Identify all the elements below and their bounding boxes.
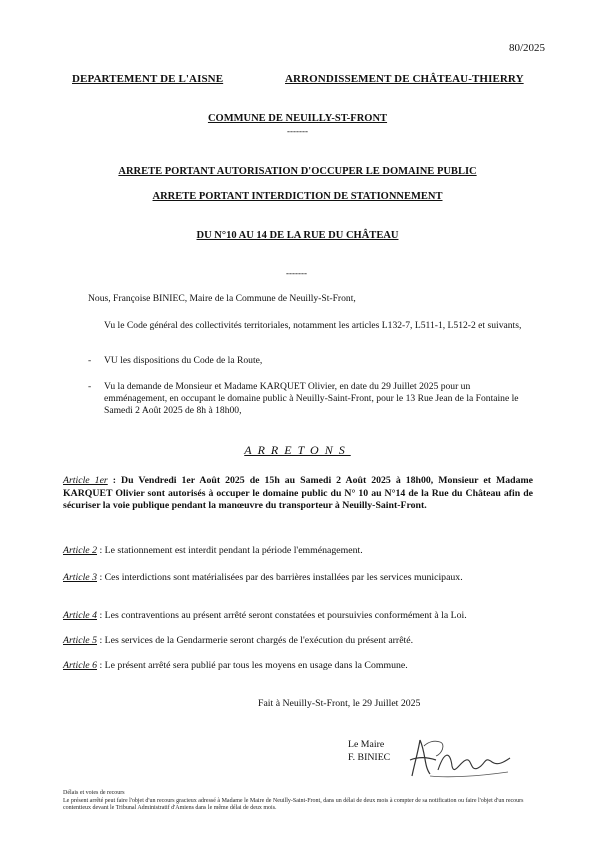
article-3 <box>63 572 533 585</box>
article-text: Ces interdictions sont matérialisées par des barrières installées par les services municipaux. <box>104 572 463 583</box>
article-text: Le stationnement est interdit pendant la période l'emménagement. <box>104 545 363 556</box>
preamble-vu-demande: Vu la demande de Monsieur et Madame KARQUET Olivier, en date du 29 Juillet 2025 pour un emménagement, en occupant le domaine public à Neuilly-Saint-Front, pour le 13 Rue Jean de la Fontaine le Samedi 2 Août 2025 de 8h à 18h00, <box>104 381 519 416</box>
title-separator: ------- <box>286 268 307 278</box>
place-date: Fait à Neuilly-St-Front, le 29 Juillet 2025 <box>258 698 421 709</box>
title-autorisation: ARRETE PORTANT AUTORISATION D'OCCUPER LE DOMAINE PUBLIC <box>118 166 477 177</box>
signatory-role: Le Maire <box>348 739 385 750</box>
footer-text: Le présent arrêté peut faire l'objet d'un recours gracieux adressé à Madame le Maire de Neuilly-Saint-Front, dans un délai de deux mois à compter de sa notification ou faire l'objet d'un recours contentieux devant le Tribunal Administratif d'Amiens dans le même délai de deux mois. <box>63 797 524 811</box>
commune-heading: COMMUNE DE NEUILLY-ST-FRONT <box>207 113 388 124</box>
preamble-intro: Nous, Françoise BINIEC, Maire de la Commune de Neuilly-St-Front, <box>88 293 356 304</box>
article-text: Les services de la Gendarmerie seront chargés de l'exécution du présent arrêté. <box>104 635 414 646</box>
footer-title: Délais et voies de recours <box>63 790 125 796</box>
article-separator: : <box>97 610 105 621</box>
article-label: Article 6 <box>63 660 98 671</box>
bullet-dash: - <box>88 381 92 392</box>
header-separator: ------- <box>287 126 308 136</box>
article-label: Article 5 <box>63 635 98 646</box>
article-label: Article 3 <box>63 572 98 583</box>
article-separator: : <box>97 545 105 556</box>
article-separator: : <box>107 475 122 486</box>
article-separator: : <box>97 635 105 646</box>
article-separator: : <box>97 572 105 583</box>
article-5 <box>63 635 533 648</box>
article-4 <box>63 610 533 623</box>
article-label: Article 2 <box>63 545 98 556</box>
bullet-dash: - <box>88 355 92 366</box>
article-1 <box>63 475 533 513</box>
preamble-vu-code-route: VU les dispositions du Code de la Route, <box>104 355 263 366</box>
article-separator: : <box>97 660 105 671</box>
article-label: Article 1er <box>63 475 108 486</box>
title-interdiction: ARRETE PORTANT INTERDICTION DE STATIONNEMENT <box>152 191 443 202</box>
signatory-name: F. BINIEC <box>348 752 391 763</box>
reference-number: 80/2025 <box>508 42 545 54</box>
article-6 <box>63 660 533 673</box>
article-text: Le présent arrêté sera publié par tous les moyens en usage dans la Commune. <box>104 660 408 671</box>
preamble-vu-cgct: Vu le Code général des collectivités territoriales, notamment les articles L132-7, L511-1, L512-2 et suivants, <box>104 320 522 331</box>
article-text: Du Vendredi 1er Août 2025 de 15h au Samedi 2 Août 2025 à 18h00, Monsieur et Madame KARQUET Olivier sont autorisés à occuper le domaine public du N° 10 au N°14 de la Rue du Château afin de sécuriser la voie publique pendant la manœuvre du transporteur à Neuilly-Saint-Front. <box>63 475 533 511</box>
departement-heading: DEPARTEMENT DE L'AISNE <box>72 73 224 85</box>
article-text: Les contraventions au présent arrêté seront constatées et poursuivies conformément à la Loi. <box>104 610 467 621</box>
title-address: DU N°10 AU 14 DE LA RUE DU CHÂTEAU <box>196 230 399 241</box>
article-2 <box>63 545 533 558</box>
article-label: Article 4 <box>63 610 98 621</box>
arrondissement-heading: ARRONDISSEMENT DE CHÂTEAU-THIERRY <box>285 73 524 85</box>
arretons-heading: ARRETONS <box>244 443 351 457</box>
footer-recours <box>63 790 533 813</box>
handwritten-signature <box>400 732 520 782</box>
